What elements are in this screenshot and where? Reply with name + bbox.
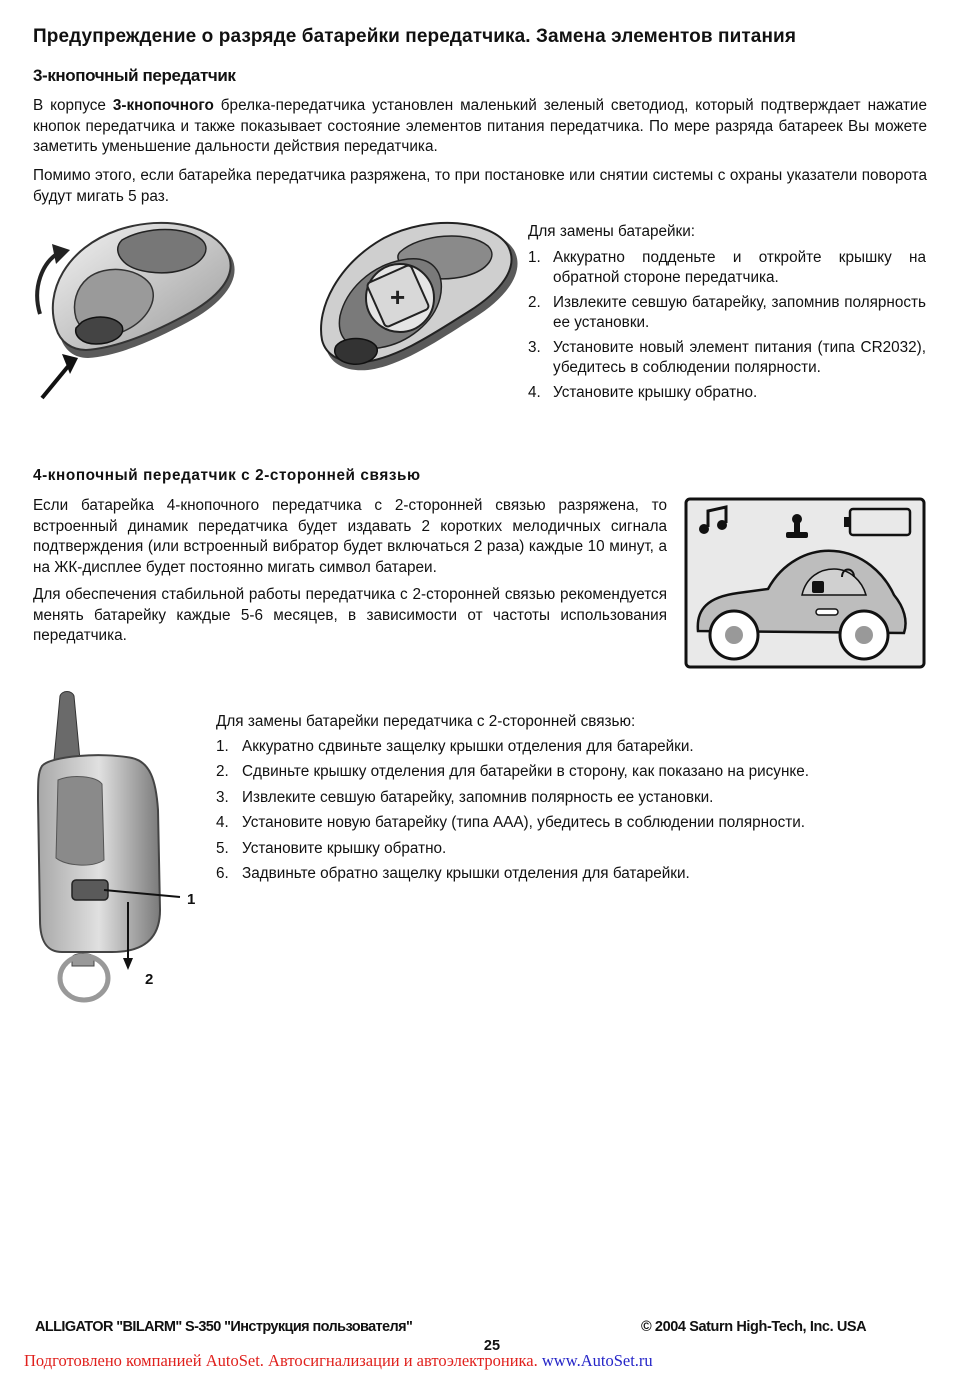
step-text: Установите новый элемент питания (типа CR2032), убедитесь в соблюдении полярности.	[553, 339, 926, 376]
plus-sign: +	[390, 282, 406, 312]
list-item	[528, 338, 926, 378]
list-item	[216, 813, 916, 833]
footer-copyright: © 2004 Saturn High-Tech, Inc. USA	[641, 1319, 867, 1335]
callout-2: 2	[145, 971, 154, 988]
credit-line	[24, 1351, 653, 1371]
step-number: 4.	[528, 384, 541, 401]
section-heading-3-button: 3-кнопочный передатчик	[33, 66, 236, 85]
steps-title-2-way: Для замены батарейки передатчика с 2-сторонней связью:	[216, 713, 636, 730]
step-number: 6.	[216, 864, 229, 882]
page-number: 25	[483, 1338, 501, 1354]
credit-text: Подготовлено компанией AutoSet. Автосигнализации и автоэлектроника.	[24, 1351, 542, 1370]
step-text: Извлеките севшую батарейку, запомнив полярность ее установки.	[242, 788, 714, 806]
battery-steps-3-button	[528, 222, 926, 408]
list-item	[528, 248, 926, 288]
two-way-fob-illustration	[32, 690, 222, 1010]
list-item	[216, 737, 916, 757]
autoset-link[interactable]: www.AutoSet.ru	[541, 1351, 653, 1370]
battery-steps-2-way	[216, 712, 916, 889]
step-number: 3.	[216, 788, 229, 806]
list-item	[528, 293, 926, 333]
step-number: 1.	[528, 249, 541, 266]
footer-product: ALLIGATOR "BILARM" S-350 "Инструкция пользователя"	[35, 1319, 413, 1335]
list-item	[216, 762, 916, 782]
paragraph-replace-interval: Для обеспечения стабильной работы передатчика с 2-сторонней связью рекомендуется менять батарейку каждые 5-6 месяцев, в зависимости от частоты использования передатчика.	[33, 586, 667, 644]
step-text: Установите новую батарейку (типа ААА), убедитесь в соблюдении полярности.	[242, 814, 806, 832]
step-text: Задвиньте обратно защелку крышки отделения для батарейки.	[242, 864, 690, 882]
callout-1: 1	[187, 891, 196, 908]
step-number: 4.	[216, 814, 229, 832]
p1-bold: 3-кнопочного	[112, 97, 214, 114]
step-number: 5.	[216, 839, 229, 857]
step-text: Аккуратно сдвиньте защелку крышки отделения для батарейки.	[242, 738, 694, 755]
step-number: 2.	[528, 294, 541, 311]
section-heading-4-button: 4-кнопочный передатчик с 2-сторонней связью	[33, 467, 421, 484]
paragraph-led-description	[33, 96, 927, 158]
step-number: 2.	[216, 763, 229, 781]
step-text: Аккуратно подденьте и откройте крышку на обратной стороне передатчика.	[553, 249, 926, 286]
list-item	[216, 864, 916, 884]
step-text: Установите крышку обратно.	[242, 839, 447, 857]
fob-front-illustration	[26, 218, 246, 404]
step-text: Сдвиньте крышку отделения для батарейки в сторону, как показано на рисунке.	[242, 763, 810, 781]
p1-after: брелка-передатчика установлен маленький зеленый светодиод, который подтверждает нажатие кнопок передатчика и также показывает состояние элементов питания передатчика. По мере разряда батареек Вы можете заметить уменьшение дальности действия передатчика.	[33, 97, 927, 155]
step-number: 1.	[216, 738, 229, 755]
fob-back-illustration	[316, 220, 526, 384]
list-item	[216, 839, 916, 859]
p1-before: В корпусе	[33, 97, 113, 114]
step-text: Установите крышку обратно.	[553, 384, 758, 401]
list-item	[216, 788, 916, 808]
step-number: 3.	[528, 339, 541, 356]
list-item	[528, 383, 926, 403]
step-text: Извлеките севшую батарейку, запомнив полярность ее установки.	[553, 294, 926, 331]
paragraph-low-battery-signal: Если батарейка 4-кнопочного передатчика с 2-сторонней связью разряжена, то встроенный динамик передатчика будет издавать 2 коротких мелодичных сигнала подтверждения (или встроенный вибратор будет включаться 2 раза) каждые 10 минут, а на ЖК-дисплее будет постоянно мигать символ батареи.	[33, 497, 667, 576]
paragraph-turn-signals: Помимо этого, если батарейка передатчика разряжена, то при постановке или снятии системы с охраны указатели поворота будут мигать 5 раз.	[33, 167, 927, 205]
steps-title-3-button: Для замены батарейки:	[528, 223, 696, 240]
page-title: Предупреждение о разряде батарейки передатчика. Замена элементов питания	[33, 26, 797, 47]
lcd-display-illustration	[684, 497, 926, 669]
